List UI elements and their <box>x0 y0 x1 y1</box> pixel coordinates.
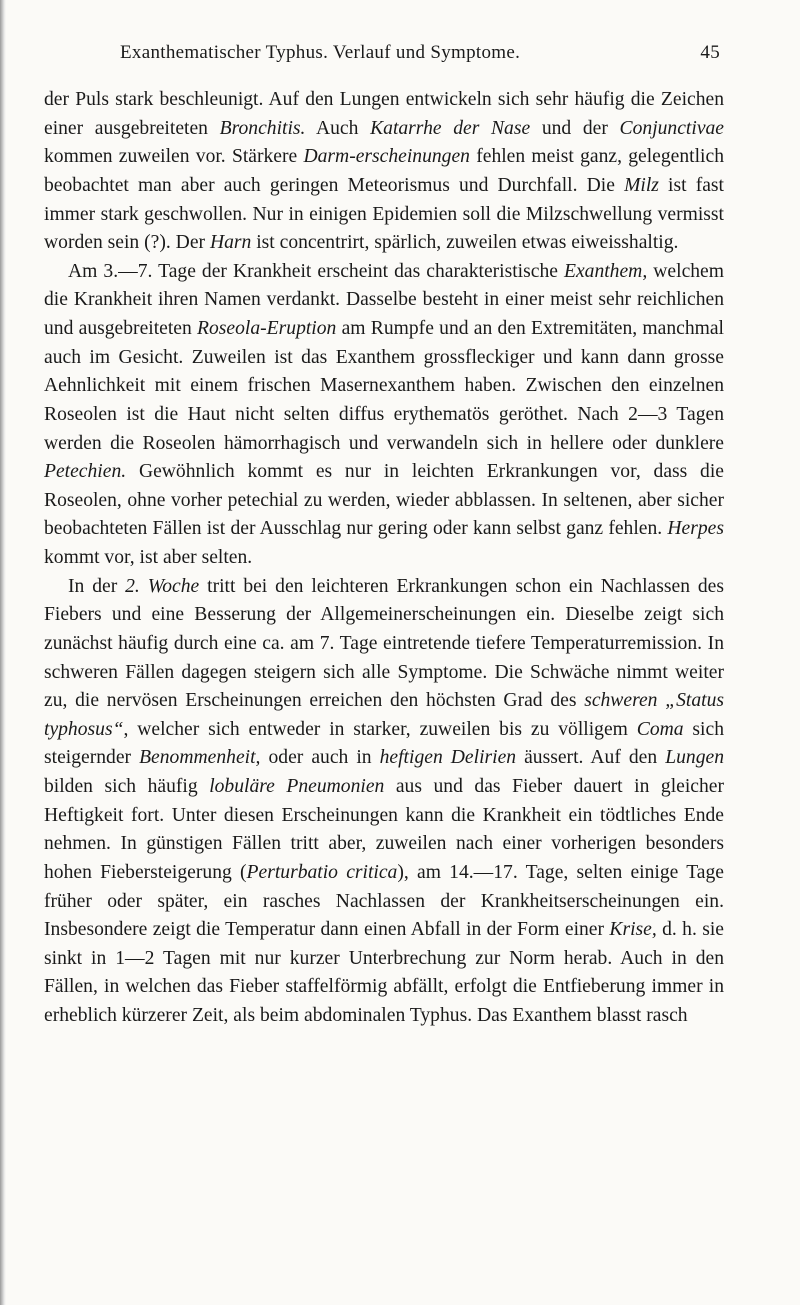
body-text <box>44 86 724 1031</box>
italic-term: Harn <box>209 232 252 254</box>
text-run: Am 3.—7. Tage der Krankheit erscheint das charakteristische <box>68 260 564 282</box>
text-run: am Rumpfe und an den Extremitäten, manchmal auch im Gesicht. Zuweilen ist das Exanthem grossfleckiger und kann dann grosse Aehnlichkeit mit einem frischen Masernexanthem haben. Zwischen den einzelnen Roseolen ist die Haut nicht selten diffus erythematös geröthet. Nach 2—3 Tagen werden die Roseolen hämorrhagisch und verwandeln sich in hellere oder dunklere <box>44 318 724 454</box>
italic-term: Exanthem, <box>563 260 648 282</box>
text-run: sich steigernder <box>44 718 724 769</box>
italic-term: 2. Woche <box>125 575 200 597</box>
paragraph <box>44 258 724 573</box>
text-run: ), am 14.—17. Tage, selten einige Tage früher oder später, ein rasches Nachlassen der Krankheitserscheinungen ein. Insbesondere zeigt die Temperatur dann einen Abfall in der Form einer <box>44 861 724 941</box>
italic-term: heftigen Delirien <box>379 747 517 769</box>
text-run: Gewöhnlich kommt es nur in leichten Erkrankungen vor, dass die Roseolen, ohne vorher petechial zu werden, wieder abblassen. In seltenen, aber sicher beobachteten Fällen ist der Ausschlag nur gering oder kann selbst ganz fehlen. <box>44 461 724 540</box>
italic-term: Coma <box>636 718 684 740</box>
italic-term: Milz <box>624 174 659 196</box>
italic-term: Katarrhe der Nase <box>370 117 531 139</box>
italic-term: Perturbatio critica <box>246 861 398 883</box>
italic-term: lobuläre Pneumonien <box>209 776 385 797</box>
text-run: oder auch in <box>260 747 380 769</box>
page-spine-shadow <box>0 0 6 1305</box>
text-run: kommt vor, ist aber selten. <box>44 547 253 568</box>
italic-term: schweren „Status typhosus“ <box>44 690 724 740</box>
text-run: d. h. sie sinkt in 1—2 Tagen mit nur kurzer Unterbrechung zur Norm herab. Auch in den Fällen, in welchen das Fieber staffelförmig abfällt, erfolgt die Entfieberung immer in erheblich kürzerer Zeit, als beim abdominalen Typhus. Das Exanthem blasst rasch <box>44 919 724 1026</box>
italic-term: Krise, <box>609 919 657 941</box>
italic-term: Bronchitis. <box>219 117 306 139</box>
italic-term: Petechien. <box>44 461 127 483</box>
text-run: , welcher sich entweder in starker, zuweilen bis zu völligem <box>123 718 637 740</box>
text-run: welchem die Krankheit ihren Namen verdankt. Dasselbe besteht in einer meist sehr reichlichen und ausgebreiteten <box>44 260 724 339</box>
paragraph <box>44 86 724 258</box>
text-run: tritt bei den leichteren Erkrankungen schon ein Nachlassen des Fiebers und eine Besserung der Allgemeinerscheinungen ein. Dieselbe zeigt sich zunächst häufig durch eine ca. am 7. Tage eintretende tiefere Temperaturremission. In schweren Fällen dagegen steigern sich alle Symptome. Die Schwäche nimmt weiter zu, die nervösen Erscheinungen erreichen den höchsten Grad des <box>44 575 724 712</box>
text-run: und der <box>530 117 620 139</box>
text-run: ist concentrirt, spärlich, zuweilen etwas eiweisshaltig. <box>251 232 679 254</box>
text-run: bilden sich häufig <box>44 776 210 797</box>
italic-term: Darm-erscheinungen <box>303 146 470 168</box>
running-header <box>120 42 720 72</box>
italic-term: Lungen <box>665 747 724 769</box>
running-title: Exanthematischer Typhus. Verlauf und Symptome. <box>120 42 521 63</box>
italic-term: Herpes <box>667 518 724 540</box>
text-run: Auch <box>305 117 371 139</box>
text-run: der Puls stark beschleunigt. Auf den Lungen entwickeln sich sehr häufig die Zeichen einer ausgebreiteten <box>44 89 724 139</box>
paragraph <box>44 573 724 1031</box>
text-run: ist fast immer stark geschwollen. Nur in einigen Epidemien soll die Milzschwellung vermisst worden sein (?). Der <box>44 174 724 254</box>
text-run: äussert. Auf den <box>516 747 666 769</box>
italic-term: Conjunctivae <box>619 117 725 139</box>
text-run: aus und das Fieber dauert in gleicher Heftigkeit fort. Unter diesen Erscheinungen kann die Krankheit ein tödtliches Ende nehmen. In günstigen Fällen tritt aber, zuweilen nach einer vorherigen besonders hohen Fiebersteigerung ( <box>44 776 724 883</box>
page-number: 45 <box>700 42 720 63</box>
italic-term: Roseola-Eruption <box>197 318 337 339</box>
text-run: kommen zuweilen vor. Stärkere <box>44 146 304 168</box>
text-run: In der <box>68 575 126 597</box>
italic-term: Benommenheit, <box>139 747 261 769</box>
text-run: fehlen meist ganz, gelegentlich beobachtet man aber auch geringen Meteorismus und Durchfall. Die <box>44 146 724 196</box>
